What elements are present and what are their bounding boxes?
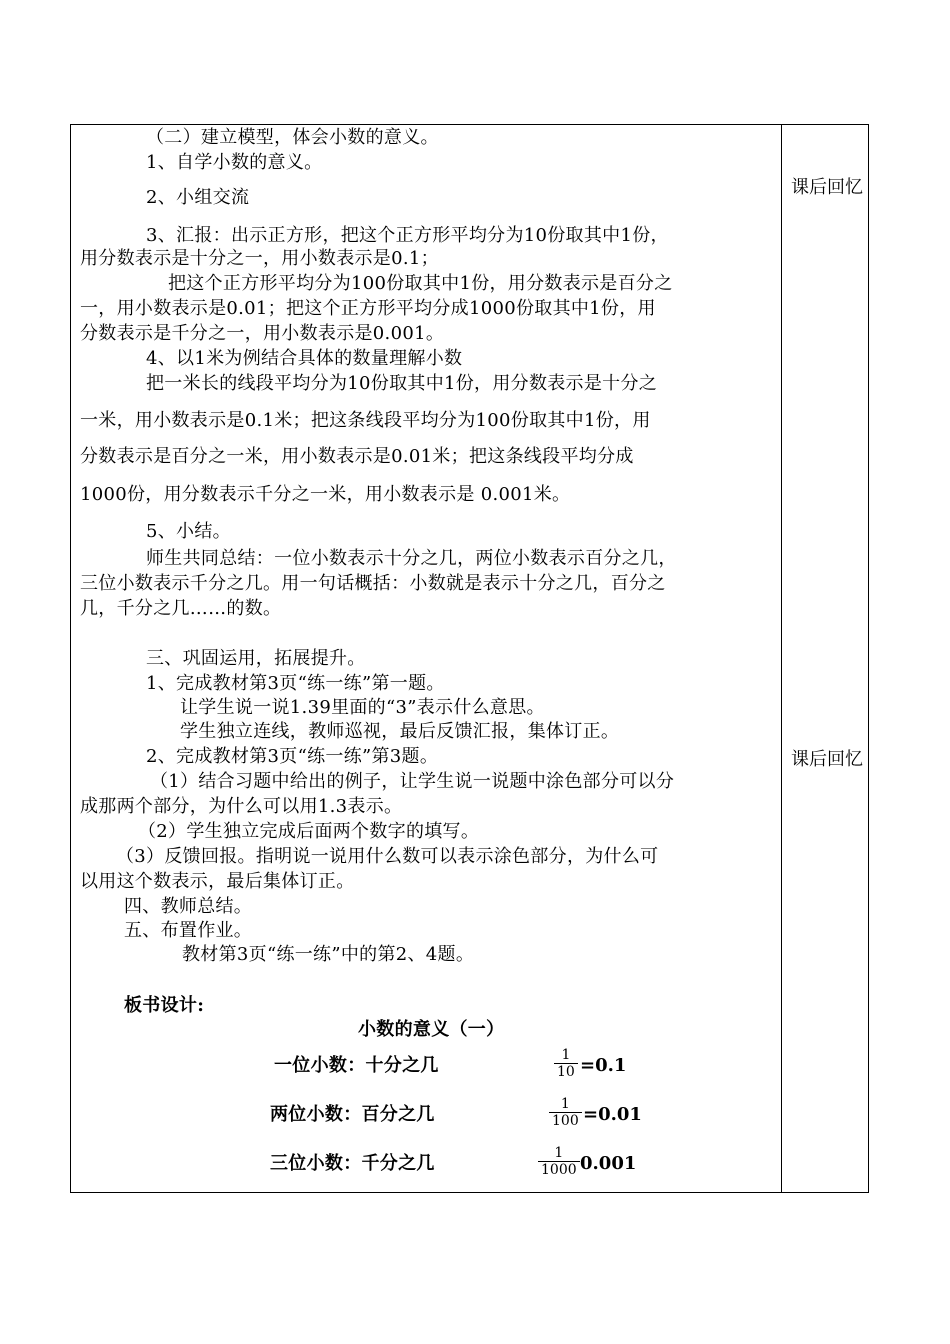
text-line: 1000份，用分数表示千分之一米，用小数表示是 0.001米。: [80, 484, 571, 505]
fraction: [538, 1146, 580, 1178]
text-line: 以用这个数表示，最后集体订正。: [80, 871, 355, 892]
text-line: 学生独立连线，教师巡视，最后反馈汇报，集体订正。: [180, 721, 620, 742]
text-line: 4、以1米为例结合具体的数量理解小数: [146, 348, 463, 369]
side-note-1: 课后回忆: [791, 177, 863, 198]
fraction-numerator: 1: [561, 1047, 571, 1063]
text-line: 2、完成教材第3页“练一练”第3题。: [146, 746, 439, 767]
text-line: 成那两个部分，为什么可以用1.3表示。: [80, 796, 403, 817]
fraction-denominator: 1000: [538, 1161, 580, 1178]
text-line: 五、布置作业。: [124, 920, 253, 941]
text-line: 三、巩固运用，拓展提升。: [146, 648, 366, 669]
fraction: [554, 1048, 578, 1080]
text-line: （1）结合习题中给出的例子，让学生说一说题中涂色部分可以分: [150, 771, 675, 792]
text-line: 三位小数表示千分之几。用一句话概括：小数就是表示十分之几，百分之: [80, 573, 666, 594]
text-line: 把这个正方形平均分为100份取其中1份，用分数表示是百分之: [168, 273, 673, 294]
fraction-denominator: 100: [549, 1112, 582, 1129]
board-row-label: 三位小数：千分之几: [270, 1153, 435, 1174]
text-line: 把一米长的线段平均分为10份取其中1份，用分数表示是十分之: [146, 373, 658, 394]
text-line: 教材第3页“练一练”中的第2、4题。: [182, 944, 475, 965]
fraction-value: =0.01: [583, 1104, 642, 1125]
text-line: 师生共同总结：一位小数表示十分之几，两位小数表示百分之几，: [146, 548, 677, 569]
board-row-label: 两位小数：百分之几: [270, 1104, 435, 1125]
text-line: 用分数表示是十分之一，用小数表示是0.1；: [80, 248, 439, 269]
text-line: 几，千分之几……的数。: [80, 598, 282, 619]
text-line: （3）反馈回报。指明说一说用什么数可以表示涂色部分，为什么可: [116, 846, 659, 867]
text-line: 一米，用小数表示是0.1米；把这条线段平均分为100份取其中1份，用: [80, 410, 651, 431]
board-label: 板书设计:: [124, 995, 205, 1016]
fraction-numerator: 1: [554, 1145, 564, 1161]
text-line: 3、汇报：出示正方形，把这个正方形平均分为10份取其中1份，: [146, 225, 669, 246]
text-line: 2、小组交流: [146, 187, 250, 208]
text-line: 四、教师总结。: [124, 896, 253, 917]
text-line: 一，用小数表示是0.01；把这个正方形平均分成1000份取其中1份，用: [80, 298, 656, 319]
fraction-numerator: 1: [560, 1096, 570, 1112]
board-row-label: 一位小数：十分之几: [274, 1055, 439, 1076]
fraction-value: =0.1: [580, 1055, 627, 1076]
fraction-value: 0.001: [580, 1153, 637, 1174]
text-line: 1、完成教材第3页“练一练”第一题。: [146, 673, 445, 694]
side-note-2: 课后回忆: [791, 749, 863, 770]
text-line: 分数表示是百分之一米，用小数表示是0.01米；把这条线段平均分成: [80, 446, 634, 467]
board-title: 小数的意义（一）: [358, 1019, 505, 1040]
text-line: 5、小结。: [146, 521, 231, 542]
text-line: 让学生说一说1.39里面的“3”表示什么意思。: [180, 697, 545, 718]
text-line: （2）学生独立完成后面两个数字的填写。: [138, 821, 480, 842]
column-divider: [781, 124, 782, 1193]
fraction-denominator: 10: [554, 1063, 578, 1080]
text-line: 1、自学小数的意义。: [146, 152, 323, 173]
text-line: （二）建立模型，体会小数的意义。: [146, 127, 439, 148]
text-line: 分数表示是千分之一，用小数表示是0.001。: [80, 323, 445, 344]
fraction: [549, 1097, 582, 1129]
